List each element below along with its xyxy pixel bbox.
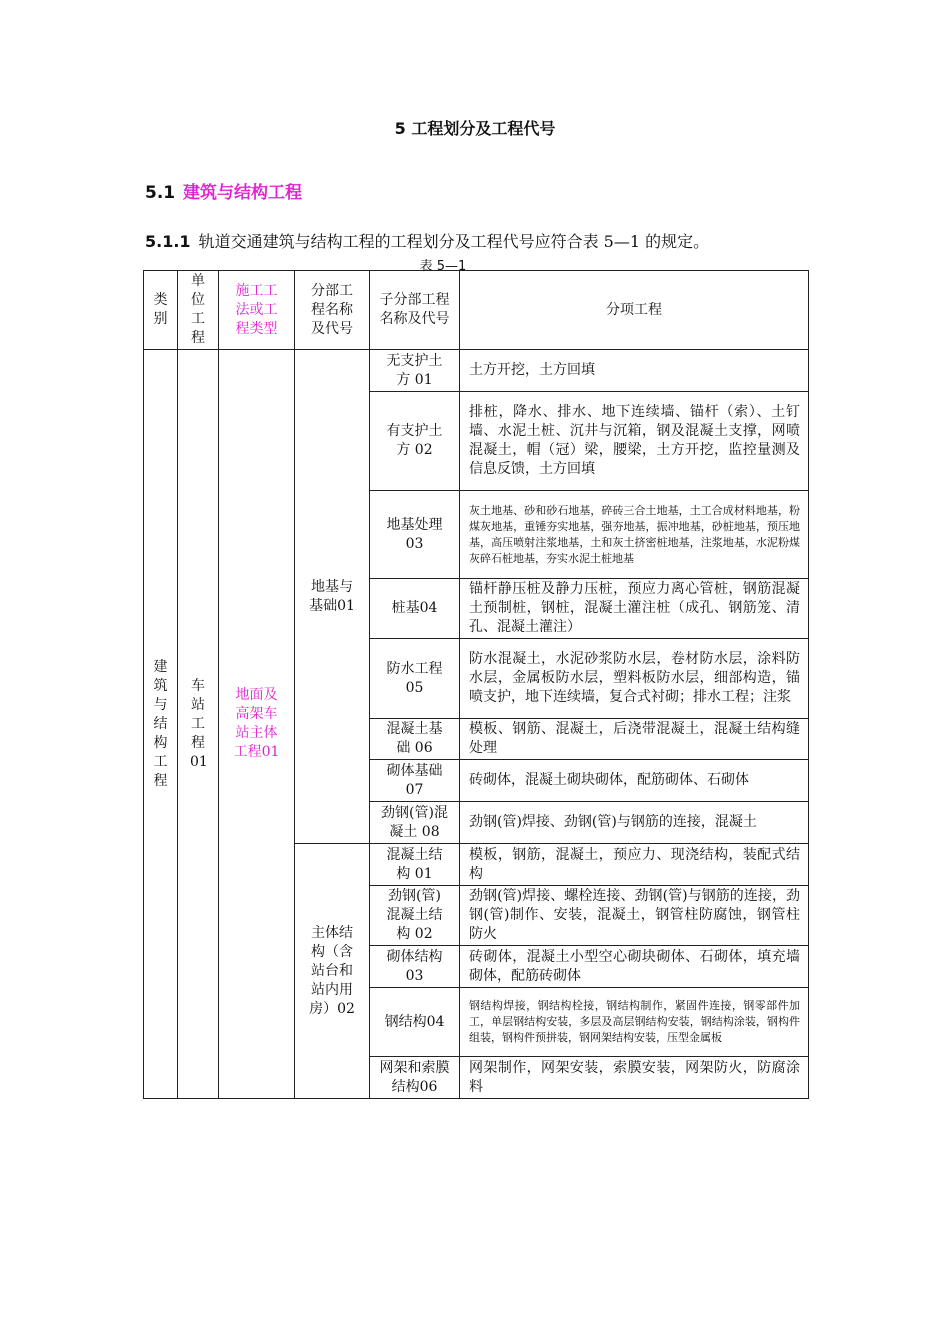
header-division: 分部工程名称及代号 [295,271,370,350]
cell-unit: 车站工程01 [178,350,219,1099]
cell-division-foundation: 地基与基础01 [295,350,370,844]
header-category: 类别 [144,271,178,350]
cell-subdivision: 无支护土方 01 [370,350,460,392]
cell-subdivision: 网架和索膜结构06 [370,1057,460,1099]
cell-subdivision: 劲钢(管)混凝土结构 02 [370,886,460,946]
cell-subdivision: 有支护土方 02 [370,392,460,491]
cell-items: 锚杆静压桩及静力压桩，预应力离心管桩，钢筋混凝土预制桩，钢桩，混凝土灌注桩（成孔、钢筋笼、清孔、混凝土灌注） [460,579,809,639]
cell-subdivision: 桩基04 [370,579,460,639]
cell-division-main-structure: 主体结构（含站台和站内用房）02 [295,844,370,1099]
cell-items: 钢结构焊接，钢结构栓接，钢结构制作，紧固件连接，钢零部件加工，单层钢结构安装，多层及高层钢结构安装，钢结构涂装，钢构件组装，钢构件预拼装，钢网架结构安装，压型金属板 [460,988,809,1057]
cell-items: 网架制作，网架安装，索膜安装，网架防火，防腐涂料 [460,1057,809,1099]
header-subdivision: 子分部工程名称及代号 [370,271,460,350]
cell-subdivision: 混凝土结构 01 [370,844,460,886]
header-method: 施工工法或工程类型 [219,271,295,350]
division-table [143,270,809,1099]
cell-subdivision: 劲钢(管)混凝土 08 [370,802,460,844]
clause-text: 轨道交通建筑与结构工程的工程划分及工程代号应符合表 5—1 的规定。 [198,232,710,251]
clause-number: 5.1.1 [145,232,191,251]
cell-items: 劲钢(管)焊接、劲钢(管)与钢筋的连接，混凝土 [460,802,809,844]
header-unit: 单位工程 [178,271,219,350]
section-heading [145,178,302,203]
cell-category: 建筑与结构工程 [144,350,178,1099]
cell-subdivision: 砌体结构03 [370,946,460,988]
cell-subdivision: 防水工程05 [370,639,460,719]
cell-subdivision: 混凝土基础 06 [370,719,460,760]
cell-items: 模板、钢筋、混凝土，后浇带混凝土，混凝土结构缝处理 [460,719,809,760]
cell-items: 砖砌体，混凝土砌块砌体，配筋砌体、石砌体 [460,760,809,802]
table-row [144,350,809,392]
table-header-row [144,271,809,350]
section-number: 5.1 [145,183,176,203]
cell-subdivision: 钢结构04 [370,988,460,1057]
cell-items: 模板，钢筋，混凝土，预应力、现浇结构，装配式结构 [460,844,809,886]
cell-items: 灰土地基、砂和砂石地基，碎砖三合土地基，土工合成材料地基，粉煤灰地基，重锤夯实地基，强夯地基，振冲地基，砂桩地基，预压地基，高压喷射注浆地基，土和灰土挤密桩地基，注浆地基，水泥粉煤灰碎石桩地基，夯实水泥土桩地基 [460,491,809,579]
cell-subdivision: 地基处理03 [370,491,460,579]
table-caption: 表 5—1 [419,259,467,274]
cell-items: 防水混凝土，水泥砂浆防水层，卷材防水层，涂料防水层，金属板防水层，塑料板防水层，细部构造，锚喷支护，地下连续墙，复合式衬砌；排水工程；注浆 [460,639,809,719]
header-items: 分项工程 [460,271,809,350]
cell-items: 劲钢(管)焊接、螺栓连接、劲钢(管)与钢筋的连接，劲钢(管)制作、安装，混凝土，钢管柱防腐蚀，钢管柱防火 [460,886,809,946]
clause-paragraph [145,229,709,252]
cell-subdivision: 砌体基础07 [370,760,460,802]
cell-items: 土方开挖，土方回填 [460,350,809,392]
cell-items: 排桩，降水、排水、地下连续墙、锚杆（索）、土钉墙、水泥土桩、沉井与沉箱，钢及混凝土支撑，网喷混凝土，帽（冠）梁，腰梁，土方开挖，监控量测及信息反馈，土方回填 [460,392,809,491]
cell-items: 砖砌体，混凝土小型空心砌块砌体、石砌体，填充墙砌体，配筋砖砌体 [460,946,809,988]
chapter-title: 5 工程划分及工程代号 [394,119,556,138]
cell-method: 地面及高架车站主体工程01 [219,350,295,1099]
section-title: 建筑与结构工程 [183,183,303,203]
